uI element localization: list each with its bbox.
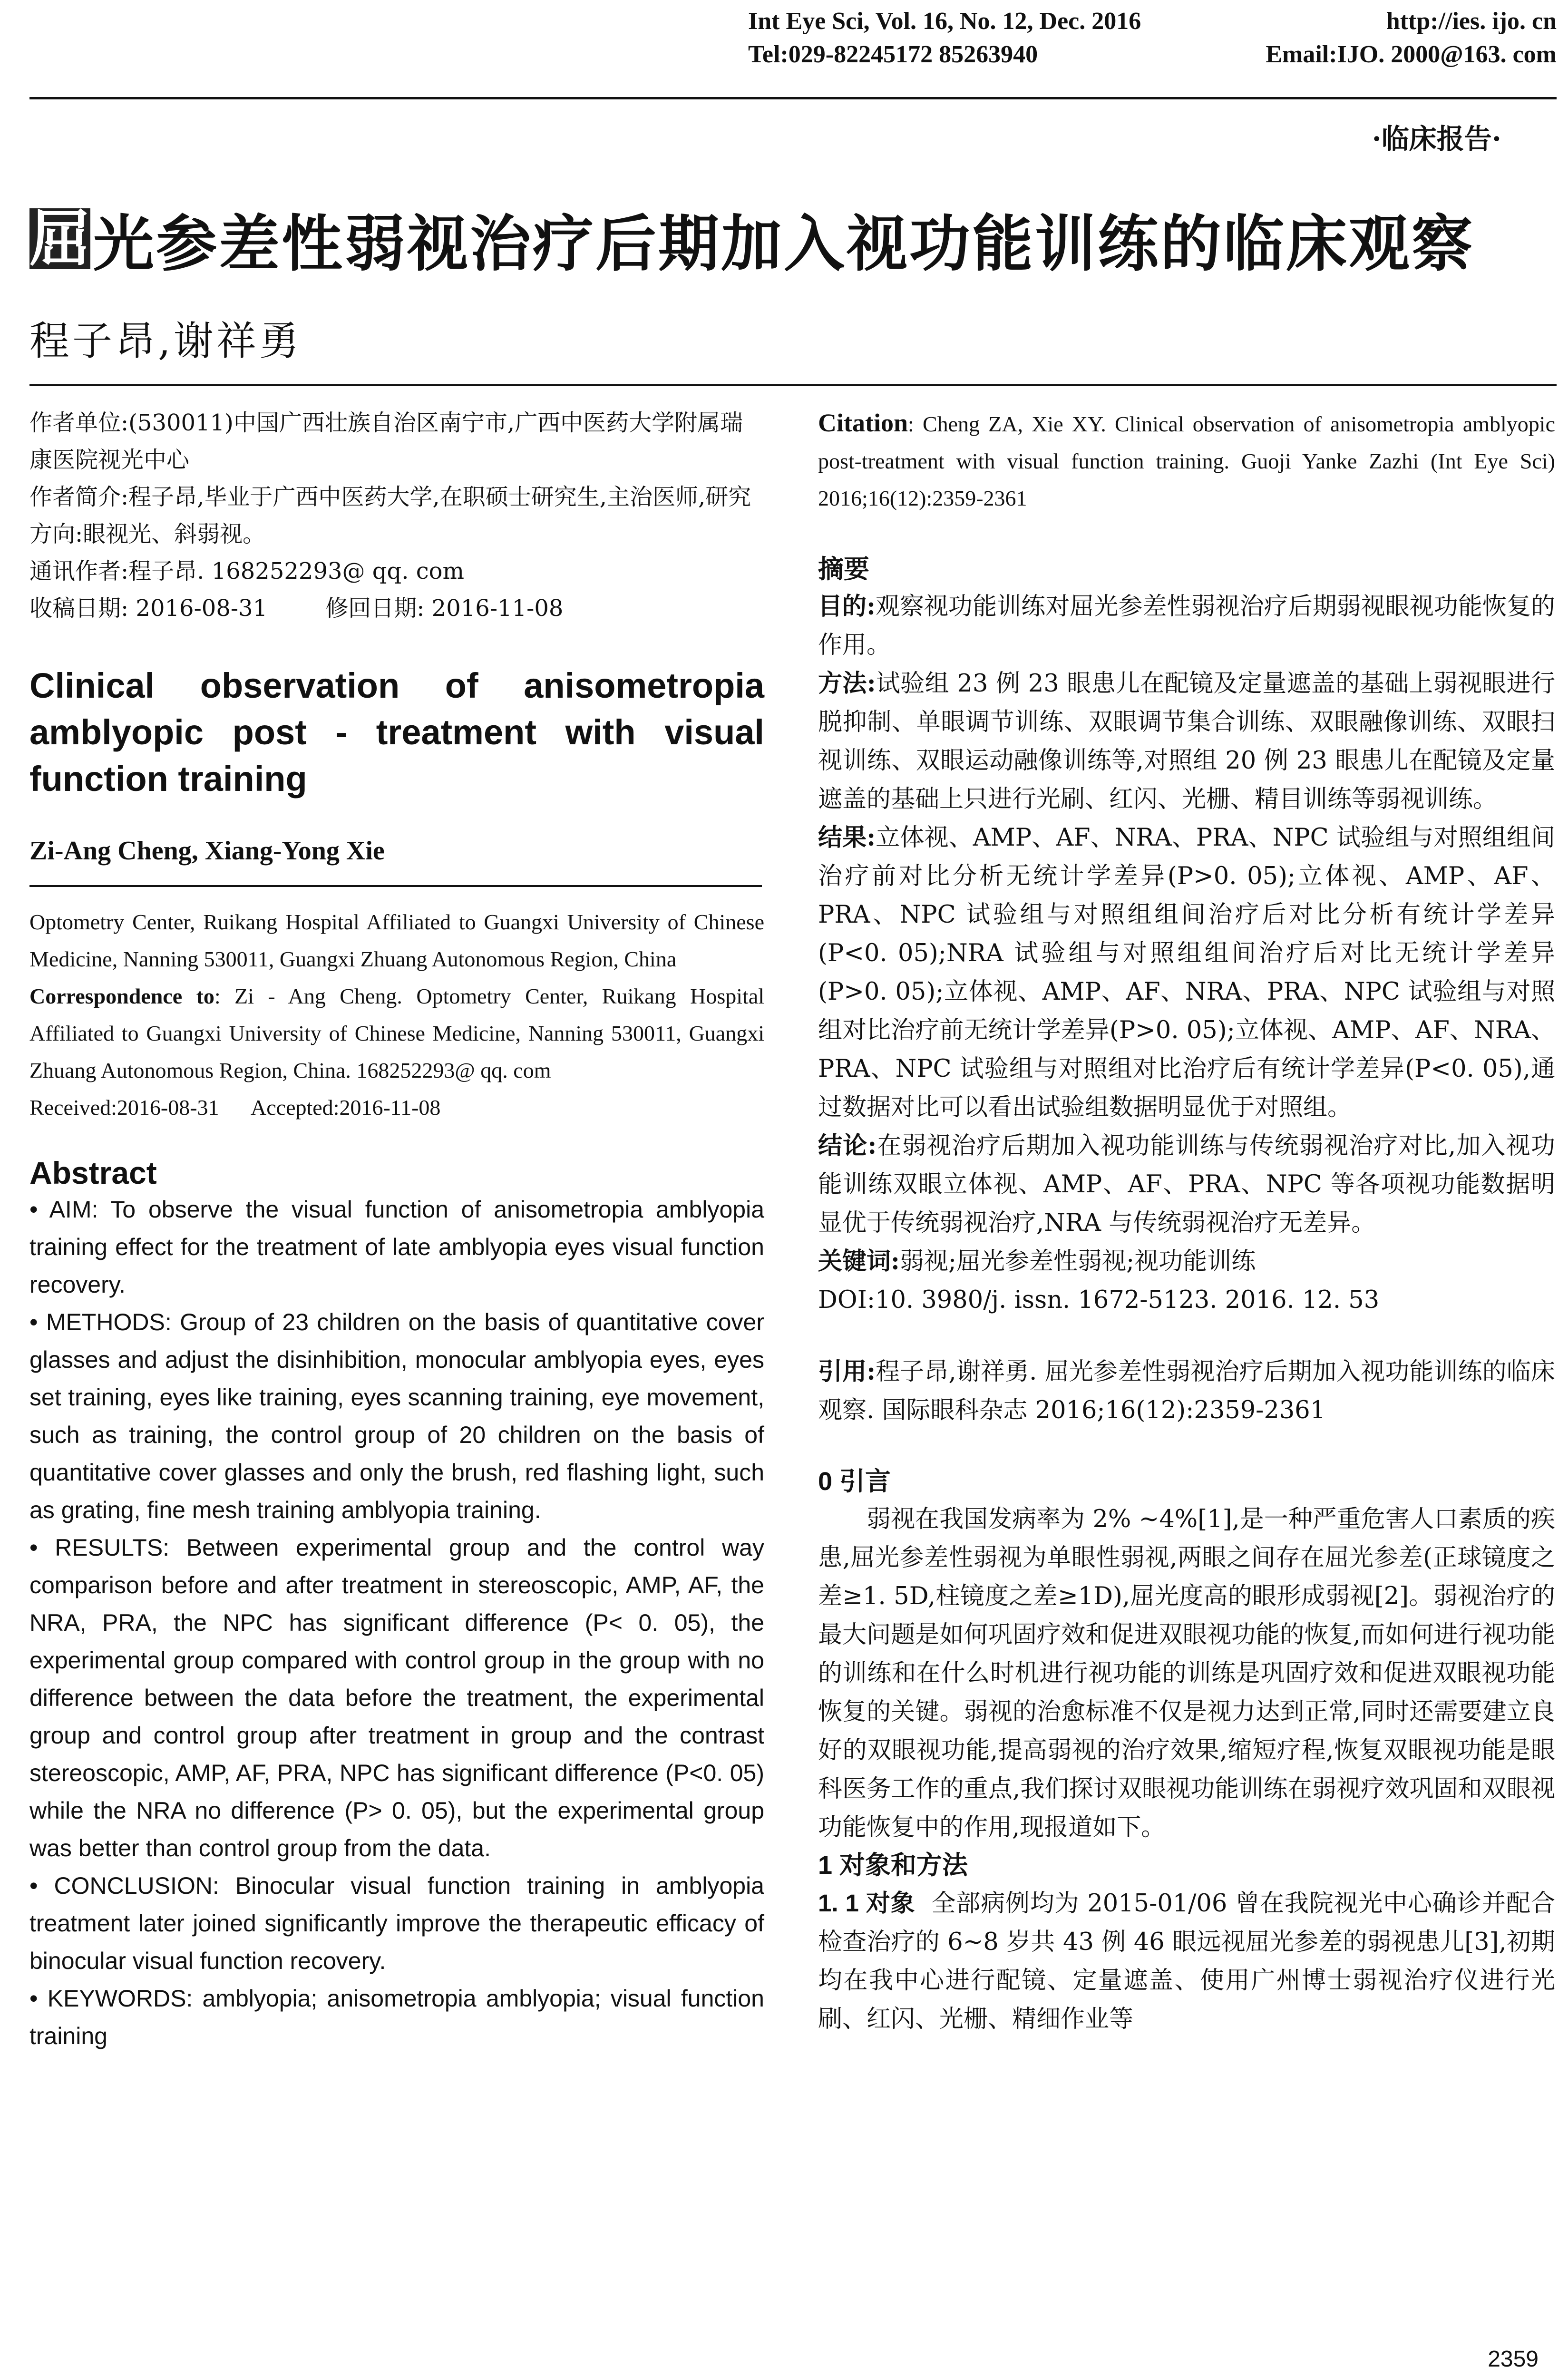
title-text: 光参差性弱视治疗后期加入视功能训练的临床观察 — [93, 208, 1475, 280]
section-tag: ·临床报告· — [1372, 123, 1501, 155]
abstract-cn-aim — [818, 587, 1555, 664]
keywords-label: 关键词: — [818, 1247, 900, 1276]
citation-en — [818, 404, 1555, 517]
doi[interactable]: DOI:10. 3980/j. issn. 1672-5123. 2016. 12. 53 — [818, 1286, 1380, 1314]
abstract-cn-conclusion — [818, 1127, 1555, 1242]
english-authors: Zi-Ang Cheng, Xiang-Yong Xie — [29, 836, 762, 887]
abstract-aim: • AIM: To observe the visual function of anisometropia amblyopia training effect for the treatment of late amblyopia eyes visual function recovery. — [29, 1196, 764, 1298]
dates-cn: 收稿日期: 2016-08-31 修回日期: 2016-11-08 — [29, 595, 564, 622]
citation-cn-text: 程子昂,谢祥勇. 屈光参差性弱视治疗后期加入视功能训练的临床观察. 国际眼科杂志 2016;16(12):2359-2361 — [818, 1358, 1556, 1424]
left-column — [29, 404, 764, 2055]
journal-line: Int Eye Sci, Vol. 16, No. 12, Dec. 2016 — [748, 8, 1141, 35]
dates-en: Received:2016-08-31 Accepted:2016-11-08 — [29, 1095, 441, 1120]
abstract-conclusion: • CONCLUSION: Binocular visual function training in amblyopia treatment later joined significantly improve the therapeutic efficacy of binocular visual function recovery. — [29, 1872, 764, 1974]
abstract-cn-methods — [818, 664, 1555, 818]
correspondence-en — [29, 978, 764, 1089]
journal-url[interactable]: http://ies. ijo. cn — [1386, 8, 1557, 35]
citation-cn-label: 引用: — [818, 1357, 876, 1386]
conclusion-label: 结论: — [818, 1131, 877, 1160]
citation-label: Citation — [818, 409, 908, 437]
methods-heading: 1 对象和方法 — [818, 1851, 968, 1880]
right-column — [818, 404, 1555, 2038]
journal-tel: Tel:029-82245172 85263940 — [748, 41, 1038, 68]
citation-cn — [818, 1353, 1555, 1430]
conclusion-text: 在弱视治疗后期加入视功能训练与传统弱视治疗对比,加入视功能训练双眼立体视、AMP、AF、PRA、NPC 等各项视功能数据明显优于传统弱视治疗,NRA 与传统弱视治疗无差异。 — [818, 1132, 1556, 1237]
author-bio-cn: 作者简介:程子昂,毕业于广西中医药大学,在职硕士研究生,主治医师,研究方向:眼视光、斜弱视。 — [29, 484, 751, 547]
abstract-results: • RESULTS: Between experimental group and the control way comparison before and after treatment in stereoscopic, AMP, AF, the NRA, PRA, the NPC has significant difference (P< 0. 05), the experimental group compared with control group in the group with no difference between the data before the treatment, the experimental group and control group after treatment in group and the contrast stereoscopic, AMP, AF, PRA, NPC has significant difference (P<0. 05) while the NRA no difference (P> 0. 05), but the experimental group was better than control group from the data. — [29, 1534, 764, 1861]
header-rule — [29, 97, 1557, 99]
journal-email[interactable]: Email:IJO. 2000@163. com — [1266, 41, 1557, 68]
subjects-text: 全部病例均为 2015-01/06 曾在我院视光中心确诊并配合检查治疗的 6~8 岁共 43 例 46 眼远视屈光参差的弱视患儿[3],初期均在我中心进行配镜、定量遮盖、使用广州博士弱视治疗仪进行光刷、红闪、光栅、精细作业等 — [818, 1890, 1555, 2033]
keywords-text: 弱视;屈光参差性弱视;视功能训练 — [899, 1247, 1256, 1276]
article-title — [29, 195, 1474, 283]
methods-text: 试验组 23 例 23 眼患儿在配镜及定量遮盖的基础上弱视眼进行脱抑制、单眼调节训练、双眼调节集合训练、双眼融像训练、双眼扫视训练、双眼运动融像训练等,对照组 20 例 23 眼患儿在配镜及定量遮盖的基础上只进行光刷、红闪、光栅、精目训练等弱视训练。 — [818, 670, 1556, 813]
abstract-cn-results — [818, 818, 1555, 1127]
corresponding-author-cn: 通讯作者:程子昂. 168252293@ qq. com — [29, 558, 465, 585]
english-affiliation: Optometry Center, Ruikang Hospital Affiliated to Guangxi University of Chinese Medicine, Nanning 530011, Guangxi Zhuang Autonomous Region, China — [29, 910, 764, 971]
title-dropcap: 屈 — [29, 203, 93, 274]
intro-heading: 0 引言 — [818, 1467, 891, 1496]
english-title: Clinical observation of anisometropia amblyopic post - treatment with visual function training — [29, 666, 764, 799]
title-rule — [29, 384, 1557, 386]
subjects-label: 1. 1 对象 — [818, 1890, 915, 1917]
authors-cn: 程子昂,谢祥勇 — [29, 318, 302, 364]
aim-label: 目的: — [818, 592, 876, 621]
intro-paragraph: 弱视在我国发病率为 2% ~4%[1],是一种严重危害人口素质的疾患,屈光参差性弱视为单眼性弱视,两眼之间存在屈光参差(正球镜度之差≥1. 5D,柱镜度之差≥1D),屈光度高的眼形成弱视[2]。弱视治疗的最大问题是如何巩固疗效和促进双眼视功能的恢复,而如何进行视功能的训练和在什么时机进行视功能的训练是巩固疗效和促进双眼视功能恢复的关键。弱视的治愈标准不仅是视力达到正常,同时还需要建立良好的双眼视功能,提高弱视的治疗效果,缩短疗程,恢复双眼视功能是眼科医务工作的重点,我们探讨双眼视功能训练在弱视疗效巩固和双眼视功能恢复中的作用,现报道如下。 — [818, 1505, 1555, 1841]
results-text: 立体视、AMP、AF、NRA、PRA、NPC 试验组与对照组组间治疗前对比分析无统计学差异(P>0. 05);立体视、AMP、AF、PRA、NPC 试验组与对照组组间治疗后对比分析有统计学差异(P<0. 05);NRA 试验组与对照组组间治疗后对比无统计学差异(P>0. 05);立体视、AMP、AF、NRA、PRA、NPC 试验组与对照组对比治疗前无统计学差异(P>0. 05);立体视、AMP、AF、NRA、PRA、NPC 试验组与对照组对比治疗后有统计学差异(P<0. 05),通过数据对比可以看出试验组数据明显优于对照组。 — [818, 824, 1555, 1121]
affiliation-cn: 作者单位:(530011)中国广西壮族自治区南宁市,广西中医药大学附属瑞康医院视光中心 — [29, 409, 743, 473]
aim-text: 观察视功能训练对屈光参差性弱视治疗后期弱视眼视功能恢复的作用。 — [818, 593, 1555, 659]
abstract-keywords: • KEYWORDS: amblyopia; anisometropia amblyopia; visual function training — [29, 1985, 764, 2049]
keywords-cn — [818, 1242, 1555, 1281]
citation-text: : Cheng ZA, Xie XY. Clinical observation of anisometropia amblyopic post-treatment with visual function training. Guoji Yanke Zazhi (Int Eye Sci) 2016;16(12):2359-2361 — [818, 412, 1555, 510]
subjects-paragraph — [818, 1884, 1555, 2038]
page-number: 2359 — [1488, 2347, 1539, 2372]
abstract-methods: • METHODS: Group of 23 children on the basis of quantitative cover glasses and adjust the disinhibition, monocular amblyopia eyes, eyes set training, eyes like training, eyes scanning training, eye movement, such as training, the control group of 20 children on the basis of quantitative cover glasses and only the brush, red flashing light, such as grating, fine mesh training amblyopia training. — [29, 1309, 764, 1523]
correspondence-text: : Zi - Ang Cheng. Optometry Center, Ruikang Hospital Affiliated to Guangxi University of Chinese Medicine, Nanning 530011, Guangxi Zhuang Autonomous Region, China. 168252293@ qq. com — [29, 984, 764, 1082]
abstract-cn-heading: 摘要 — [818, 554, 869, 584]
methods-label: 方法: — [818, 669, 876, 698]
results-label: 结果: — [818, 823, 876, 852]
abstract-heading: Abstract — [29, 1155, 157, 1190]
running-header — [748, 5, 1557, 71]
correspondence-label: Correspondence to — [29, 984, 214, 1008]
